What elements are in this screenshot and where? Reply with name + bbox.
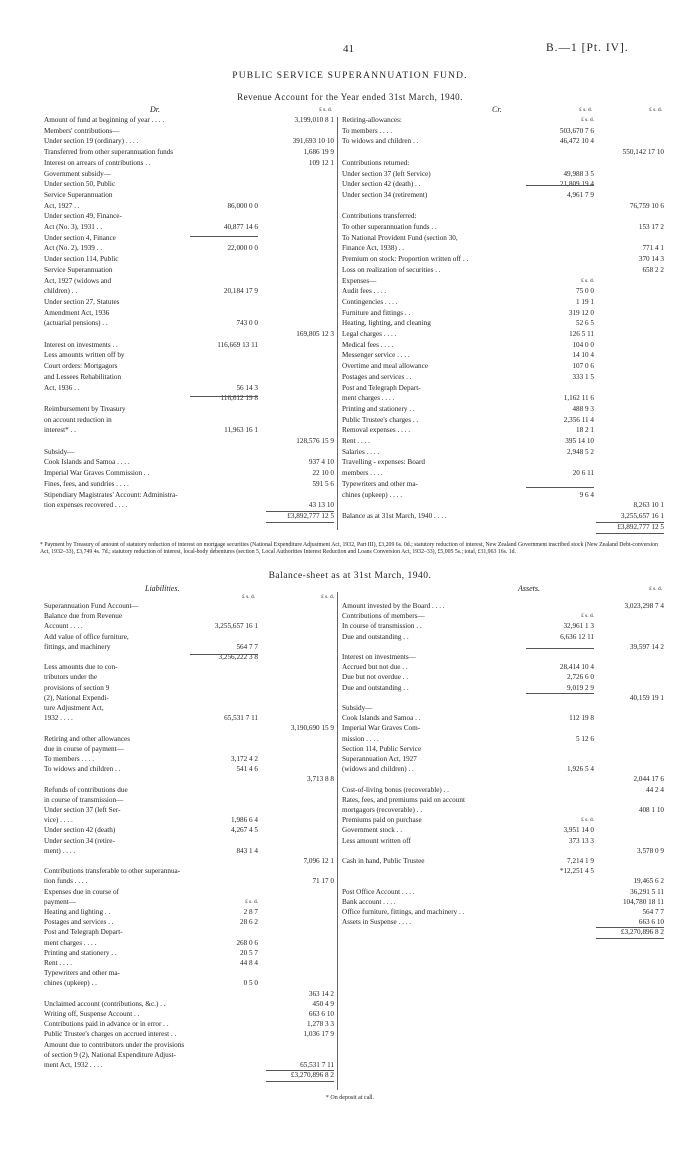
line-item-label: Finance Act, 1938) . .	[342, 244, 405, 253]
amount-cell: 3,255,657 16 1	[214, 622, 258, 631]
line-item-label: To widows and children . .	[44, 765, 121, 774]
money-column-head: £ s. d.	[581, 817, 594, 824]
line-item-label: Amendment Act, 1936	[44, 308, 110, 317]
amount-cell: 112 19 8	[569, 714, 594, 723]
line-item-label: Amount due to contributors under the provisions	[44, 1040, 185, 1049]
amount-cell: 333 1 5	[572, 372, 594, 381]
line-item-label: (2), National Expendi-	[44, 693, 109, 702]
line-item-label: Under section 50, Public	[44, 180, 116, 189]
amount-cell: 391,693 10 10	[292, 137, 334, 146]
amount-cell: 44 2 4	[646, 785, 664, 794]
line-item-label: ment charges . . . .	[44, 938, 97, 947]
line-item-label: tributors under the	[44, 673, 98, 682]
amount-cell: 450 4 9	[312, 999, 334, 1008]
line-item-label: Act, 1927 . .	[44, 201, 80, 210]
line-item-label: Less amount written off	[342, 836, 411, 845]
line-item-label: Due and outstanding . .	[342, 632, 409, 641]
line-item-label: To members . . . .	[342, 126, 392, 135]
line-item-label: Post Office Account . . . .	[342, 887, 415, 896]
amount-cell: 2,044 17 6	[633, 775, 664, 784]
money-column-head: £ s. d.	[245, 898, 258, 905]
amount-cell: 4,961 7 9	[567, 190, 594, 199]
amount-cell: £3,892,777 12 5	[287, 511, 334, 520]
line-item-label: Act (No. 3), 1931 . .	[44, 223, 103, 231]
line-item-label: Removal expenses . . . .	[342, 426, 411, 435]
line-item-label: mortgagors (recoverable) . .	[342, 806, 423, 814]
money-column-head: £ s. d.	[581, 613, 594, 620]
rule-line	[596, 938, 664, 939]
line-item-label: Office furniture, fittings, and machinery . .	[342, 908, 465, 916]
line-item-label: Public Trustee's charges on accrued interest . .	[44, 1030, 177, 1039]
line-item-label: of section 9 (2), National Expenditure Adjust-	[44, 1050, 176, 1059]
liabilities-label: Liabilities.	[145, 584, 180, 593]
amount-cell: 1 19 1	[576, 297, 594, 306]
amount-cell: 4,267 4 5	[231, 826, 258, 835]
amount-cell: 56 14 3	[236, 383, 258, 392]
line-item-label: Typewriters and other ma-	[44, 969, 120, 978]
line-item-label: Contributions transferred:	[342, 212, 417, 221]
document-reference: B.—1 [Pt. IV].	[546, 42, 629, 54]
rule-line	[266, 1081, 334, 1082]
line-item-label: Transferred from other superannuation funds	[44, 148, 174, 157]
amount-cell: 3,255,657 16 1	[620, 511, 664, 520]
amount-cell: 5 12 6	[576, 734, 594, 743]
line-item-label: Under section 37 (left Ser-	[44, 806, 121, 814]
rule-line	[526, 693, 594, 694]
line-item-label: Printing and stationery . .	[342, 404, 415, 413]
amount-cell: 541 4 6	[236, 765, 258, 774]
line-item-label: Subsidy—	[342, 704, 373, 712]
amount-cell: 109 12 1	[308, 158, 334, 167]
amount-cell: 2,356 11 4	[563, 415, 594, 424]
amount-cell: £3,270,896 8 2	[290, 1071, 334, 1080]
line-item-label: Amount invested by the Board . . . .	[342, 602, 445, 610]
amount-cell: 52 6 5	[576, 319, 594, 328]
amount-cell: 116,669 13 11	[217, 340, 258, 349]
amount-cell: 3,023,298 7 4	[624, 602, 664, 610]
rule-line	[526, 487, 594, 488]
amount-cell: 1,986 6 4	[231, 816, 258, 825]
amount-cell: 128,576 15 9	[296, 437, 334, 445]
line-item-label: Contributions paid in advance or in error . .	[44, 1020, 169, 1029]
amount-cell: 373 13 3	[568, 836, 594, 845]
line-item-label: Typewriters and other ma-	[342, 479, 418, 488]
amount-cell: 319 12 0	[568, 308, 594, 317]
amount-cell: 564 7 7	[236, 642, 258, 651]
amount-cell: 107 0 6	[572, 362, 594, 371]
line-item-label: children) . .	[44, 287, 78, 296]
amount-cell: 46,472 10 4	[559, 137, 594, 146]
amount-cell: 14 10 4	[572, 351, 594, 360]
amount-cell: 3,578 0 9	[637, 846, 664, 855]
line-item-label: Interest on investments . .	[44, 340, 118, 349]
amount-cell: 268 0 6	[236, 938, 258, 947]
amount-cell: 663 6 10	[308, 1010, 334, 1018]
line-item-label: To National Provident Fund (section 30,	[342, 233, 458, 242]
amount-cell: 9 6 4	[579, 490, 594, 499]
amount-cell: 11,963 16 1	[224, 426, 258, 435]
line-item-label: provisions of section 9	[44, 683, 110, 692]
line-item-label: Post and Telegraph Depart-	[342, 383, 421, 392]
amount-cell: 22 10 0	[312, 469, 334, 478]
rule-line	[190, 236, 258, 237]
line-item-label: Subsidy—	[44, 447, 75, 456]
line-item-label: Postages and services . .	[44, 918, 114, 927]
line-item-label: Expenses—	[342, 276, 377, 285]
balance-heading: Balance-sheet as at 31st March, 1940.	[268, 571, 432, 581]
line-item-label: Cost-of-living bonus (recoverable) . .	[342, 785, 449, 794]
line-item-label: Post and Telegraph Depart-	[44, 928, 123, 937]
rule-line	[596, 533, 664, 534]
line-item-label: Act (No. 2), 1939 . .	[44, 244, 103, 253]
amount-cell: 20 5 7	[240, 948, 258, 957]
line-item-label: Cash in hand, Public Trustee	[342, 857, 425, 865]
amount-cell: 40,877 14 6	[223, 223, 258, 231]
line-item-label: Stipendiary Magistrates' Account: Administra-	[44, 490, 178, 499]
assets-label: Assets.	[518, 584, 540, 593]
line-item-label: Balance as at 31st March, 1940 . . . .	[342, 511, 447, 520]
amount-cell: 3,951 14 0	[563, 826, 594, 835]
line-item-label: Interest on investments—	[342, 653, 416, 661]
line-item-label: fittings, and machinery	[44, 642, 111, 651]
line-item-label: Retiring and other allowances	[44, 734, 131, 743]
amount-cell: 3,199,010 8 1	[294, 116, 334, 124]
line-item-label: members . . . .	[342, 469, 383, 478]
line-item-label: due in course of payment—	[44, 744, 124, 753]
amount-cell: 116,612 19 8	[220, 394, 258, 403]
amount-cell: *12,251 4 5	[559, 867, 594, 876]
line-item-label: Messenger service . . . .	[342, 351, 410, 360]
amount-cell: 658 2 2	[642, 265, 664, 274]
rule-line	[190, 654, 258, 655]
amount-cell: 126 5 11	[569, 330, 594, 338]
line-item-label: Under section 34 (retirement)	[342, 190, 428, 199]
line-item-label: Superannuation Fund Account—	[44, 602, 139, 610]
line-item-label: Less amounts due to con-	[44, 663, 118, 672]
rule-line	[266, 522, 334, 523]
amount-cell: 937 4 10	[308, 458, 334, 467]
amount-cell: 104,780 18 11	[622, 897, 664, 906]
amount-cell: 9,019 2 9	[567, 683, 594, 692]
amount-cell: 7,096 12 1	[303, 857, 334, 865]
amount-cell: 503,670 7 6	[559, 126, 594, 135]
amount-cell: 153 17 2	[638, 223, 664, 231]
amount-cell: 71 17 0	[312, 877, 334, 886]
line-item-label: Reimbursement by Treasury	[44, 404, 126, 413]
amount-cell: £3,892,777 12 5	[617, 522, 664, 531]
amount-cell: 363 14 2	[308, 989, 334, 998]
amount-cell: 564 7 7	[642, 908, 664, 916]
amount-cell: 8,263 10 1	[633, 501, 664, 510]
amount-cell: 395 14 10	[565, 437, 594, 445]
line-item-label: Act, 1927 (widows and	[44, 276, 112, 285]
line-item-label: Legal charges . . . .	[342, 330, 397, 338]
balance-divider	[337, 592, 338, 1090]
line-item-label: Members' contributions—	[44, 126, 120, 135]
line-item-label: Heating and lighting . .	[44, 908, 111, 916]
line-item-label: Heating, lighting, and cleaning	[342, 319, 431, 328]
line-item-label: ment charges . . . .	[342, 394, 395, 403]
rule-line	[190, 396, 258, 397]
amount-cell: 28,414 10 4	[559, 663, 594, 672]
line-item-label: and Lessees Rehabilitation	[44, 372, 122, 381]
amount-cell: 75 0 0	[576, 287, 594, 296]
balance-footnote: * On deposit at call.	[325, 1095, 375, 1101]
amount-cell: 843 1 4	[236, 846, 258, 855]
line-item-label: Fines, fees, and sundries . . . .	[44, 479, 129, 488]
amount-cell: 6,636 12 11	[560, 632, 594, 641]
amount-cell: 39,597 14 2	[629, 642, 664, 651]
line-item-label: tion funds . . . .	[44, 877, 88, 886]
line-item-label: Contributions transferable to other superannua-	[44, 867, 181, 876]
amount-cell: 7,214 1 9	[567, 857, 594, 865]
amount-cell: 65,531 7 11	[224, 714, 258, 723]
line-item-label: chines (upkeep) . .	[44, 979, 97, 988]
amount-cell: 2,726 6 0	[567, 673, 594, 682]
line-item-label: Postages and services . .	[342, 372, 412, 381]
line-item-label: Premium on stock: Proportion written off . .	[342, 255, 469, 264]
amount-cell: 771 4 1	[642, 244, 664, 253]
line-item-label: Superannuation Act, 1927	[342, 755, 417, 763]
amount-cell: 2,948 5 2	[567, 447, 594, 456]
amount-cell: £3,270,896 8 2	[620, 928, 664, 937]
line-item-label: In course of transmission . .	[342, 622, 422, 631]
amount-cell: 44 8 4	[240, 959, 258, 967]
line-item-label: Premiums paid on purchase	[342, 816, 422, 825]
line-item-label: Service Superannuation	[44, 265, 113, 274]
line-item-label: Assets in Suspense . . . .	[342, 918, 412, 927]
line-item-label: Bank account . . . .	[342, 897, 396, 906]
balance-left-head-2: £ s. d.	[321, 594, 334, 600]
line-item-label: Rent . . . .	[44, 959, 72, 967]
amount-cell: 19,465 6 2	[633, 877, 664, 886]
line-item-label: vice) . . . .	[44, 816, 73, 825]
rule-line	[526, 648, 594, 649]
line-item-label: Retiring-allowances:	[342, 116, 402, 124]
line-item-label: Public Trustee's charges . .	[342, 415, 419, 424]
line-item-label: Contributions of members—	[342, 612, 425, 621]
line-item-label: Under section 34 (retire-	[44, 836, 115, 845]
amount-cell: 3,190,690 15 9	[290, 724, 334, 733]
amount-cell: 1,278 3 3	[307, 1020, 334, 1029]
line-item-label: Under section 4, Finance	[44, 233, 116, 242]
line-item-label: To other superannuation funds . .	[342, 223, 437, 231]
amount-cell: 3,713 8 8	[307, 775, 334, 784]
line-item-label: tion expenses recovered . . . .	[44, 501, 128, 510]
line-item-label: Cook Islands and Samoa . .	[342, 714, 421, 723]
line-item-label: interest* . .	[44, 426, 76, 435]
amount-cell: 0 5 0	[243, 979, 258, 988]
line-item-label: Rent . . . .	[342, 437, 370, 445]
amount-cell: 86,000 0 0	[227, 201, 258, 210]
amount-cell: 3,256,222 3 8	[218, 653, 258, 661]
amount-cell: 49,988 3 5	[563, 169, 594, 178]
line-item-label: 1932 . . . .	[44, 714, 73, 723]
line-item-label: Accrued but not due . .	[342, 663, 408, 672]
line-item-label: Printing and stationery . .	[44, 948, 117, 957]
amount-cell: 169,805 12 3	[296, 330, 334, 338]
line-item-label: on account reduction in	[44, 415, 112, 424]
line-item-label: Account . . . .	[44, 622, 83, 631]
line-item-label: Under section 27, Statutes	[44, 297, 120, 306]
line-item-label: Balance due from Revenue	[44, 612, 123, 621]
amount-cell: 21,809 19 4	[559, 180, 594, 189]
amount-cell: 1,162 11 6	[563, 394, 594, 403]
line-item-label: Rates, fees, and premiums paid on account	[342, 795, 465, 804]
revenue-right-col-head-1: £ s. d.	[579, 107, 592, 113]
amount-cell: 104 0 0	[572, 340, 594, 349]
amount-cell: 2 8 7	[243, 908, 258, 916]
line-item-label: Under section 42 (death)	[44, 826, 116, 835]
line-item-label: Cook Islands and Samoa . . . .	[44, 458, 130, 467]
line-item-label: Section 114, Public Service	[342, 744, 422, 753]
amount-cell: 408 1 10	[638, 806, 664, 814]
amount-cell: 663 6 10	[638, 918, 664, 927]
line-item-label: Due but not overdue . .	[342, 673, 409, 682]
line-item-label: Furniture and fittings . .	[342, 308, 411, 317]
money-column-head: £ s. d.	[581, 277, 594, 284]
line-item-label: payment—	[44, 897, 76, 906]
line-item-label: Less amounts written off by	[44, 351, 125, 360]
line-item-label: To members . . . .	[44, 755, 94, 763]
line-item-label: Medical fees . . . .	[342, 340, 394, 349]
line-item-label: Imperial War Graves Commission . .	[44, 469, 150, 478]
revenue-right-col-head-2: £ s. d.	[649, 107, 662, 113]
fund-title: PUBLIC SERVICE SUPERANNUATION FUND.	[232, 71, 468, 81]
line-item-label: Act, 1936 . .	[44, 383, 80, 392]
line-item-label: (actuarial pensions) . .	[44, 319, 108, 328]
page-number: 41	[343, 43, 354, 55]
line-item-label: Government subsidy—	[44, 169, 111, 178]
money-column-head: £ s. d.	[581, 117, 594, 123]
amount-cell: 1,036 17 9	[303, 1030, 334, 1039]
amount-cell: 1,926 5 4	[567, 765, 594, 774]
amount-cell: 22,000 0 0	[227, 244, 258, 253]
line-item-label: Under section 49, Finance-	[44, 212, 122, 221]
line-item-label: Overtime and meal allowance	[342, 362, 429, 371]
line-item-label: Loss on realization of securities . .	[342, 265, 441, 274]
amount-cell: 20,184 17 9	[223, 287, 258, 296]
line-item-label: chines (upkeep) . . . .	[342, 490, 403, 499]
line-item-label: mission . . . .	[342, 734, 379, 743]
amount-cell: 28 6 2	[240, 918, 258, 927]
line-item-label: Add value of office furniture,	[44, 632, 129, 641]
line-item-label: Due and outstanding . .	[342, 683, 409, 692]
line-item-label: Audit fees . . . .	[342, 287, 387, 296]
line-item-label: Expenses due in course of	[44, 887, 120, 896]
amount-cell: 20 6 11	[572, 469, 594, 478]
line-item-label: Interest on arrears of contributions . .	[44, 158, 151, 167]
line-item-label: Under section 114, Public	[44, 255, 119, 264]
line-item-label: ment) . . . .	[44, 846, 76, 855]
line-item-label: Amount of fund at beginning of year . . . .	[44, 116, 165, 124]
line-item-label: Contributions returned:	[342, 158, 410, 167]
amount-cell: 370 14 3	[638, 255, 664, 264]
line-item-label: Under section 19 (ordinary) . . . .	[44, 137, 139, 146]
revenue-left-col-head: £ s. d.	[319, 107, 332, 113]
line-item-label: (widows and children) . .	[342, 765, 414, 774]
line-item-label: Refunds of contributions due	[44, 785, 128, 794]
amount-cell: 1,686 19 9	[303, 148, 334, 157]
line-item-label: Service Superannuation	[44, 190, 113, 199]
amount-cell: 36,291 5 11	[630, 887, 664, 896]
line-item-label: Writing off, Suspense Account . .	[44, 1010, 140, 1018]
amount-cell: 65,531 7 11	[300, 1061, 334, 1069]
revenue-divider	[337, 117, 338, 530]
line-item-label: Salaries . . . .	[342, 447, 380, 456]
line-item-label: Unclaimed account (contributions, &c.) . .	[44, 999, 166, 1008]
line-item-label: ment Act, 1932 . . . .	[44, 1061, 103, 1069]
amount-cell: 550,142 17 10	[622, 148, 664, 157]
line-item-label: Contingencies . . . .	[342, 297, 398, 306]
rule-line	[526, 185, 594, 186]
line-item-label: Court orders: Mortgagors	[44, 362, 118, 371]
dr-label: Dr.	[150, 105, 161, 114]
revenue-footnote: * Payment by Treasury of amount of statutory reduction of interest on mortgage securities (National Expenditure Adjustment Act, 1932, Part III), £3,209 6s. 0d.; statutory reduction of interest, New Zealand Government inscribed stock (New Zealand Debt-conversion Act, 1932–33), £3,749 4s. 7d.; statutory reduction of interest, local-body debentures (section 5, Local Authorities Interest Reduction and Loans Conversion Act, 1932–33), £5,005 5s.; total, £11,963 16s. 1d.	[40, 542, 658, 556]
line-item-label: To widows and children . .	[342, 137, 419, 146]
line-item-label: ture Adjustment Act,	[44, 704, 104, 712]
amount-cell: 40,159 19 1	[629, 693, 664, 702]
revenue-heading: Revenue Account for the Year ended 31st March, 1940.	[237, 92, 463, 102]
line-item-label: Under section 42 (death) . .	[342, 180, 421, 189]
line-item-label: Government stock . .	[342, 826, 403, 835]
amount-cell: 18 2 1	[576, 426, 594, 435]
balance-right-head: £ s. d.	[649, 586, 662, 592]
line-item-label: Travelling - expenses: Board	[342, 458, 425, 467]
amount-cell: 488 9 3	[572, 404, 594, 413]
amount-cell: 32,961 1 3	[563, 622, 594, 631]
line-item-label: in course of transmission—	[44, 795, 124, 804]
cr-label: Cr.	[492, 105, 502, 114]
line-item-label: Under section 37 (left Service)	[342, 169, 431, 178]
amount-cell: 76,759 10 6	[629, 201, 664, 210]
amount-cell: 591 5 6	[312, 479, 334, 488]
line-item-label: Imperial War Graves Com-	[342, 724, 421, 733]
amount-cell: 43 13 10	[308, 501, 334, 510]
balance-left-head-1: £ s. d.	[242, 594, 255, 600]
amount-cell: 3,172 4 2	[231, 755, 258, 763]
amount-cell: 743 0 0	[236, 319, 258, 328]
